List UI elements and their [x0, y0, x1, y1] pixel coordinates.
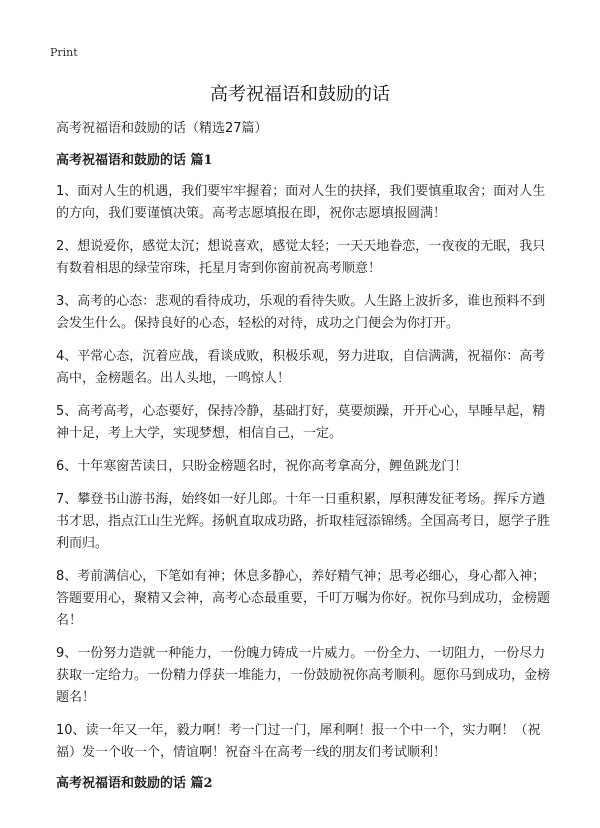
paragraph-9: 9、一份努力造就一种能力，一份魄力铸成一片威力。一份全力、一切阻力，一份尽力获取一定给力。一份精力俘获一堆能力，一份鼓励祝你高考顺利。愿你马到成功，金榜题名！ — [56, 646, 551, 705]
paragraph-8: 8、考前满信心，下笔如有神；休息多静心，养好精气神；思考必细心，身心都入神；答题要用心，聚精又会神，高考心态最重要，千叮万嘱为你好。祝你马到成功，金榜题名！ — [56, 569, 551, 628]
paragraph-1: 1、面对人生的机遇，我们要牢牢握着；面对人生的抉择，我们要慎重取舍；面对人生的方向，我们要谨慎决策。高考志愿填报在即，祝你志愿填报圆满！ — [56, 184, 546, 221]
print-link[interactable]: Print — [50, 46, 78, 59]
paragraph-4: 4、平常心态，沉着应战，看谈成败，积极乐观，努力进取，自信满满，祝福你：高考高中，金榜题名。出人头地，一鸣惊人！ — [56, 349, 546, 386]
paragraph-10: 10、读一年又一年，毅力啊！考一门过一门，犀利啊！报一个中一个，实力啊！（祝福）发一个收一个，情谊啊！祝奋斗在高考一线的朋友们考试顺利！ — [56, 723, 541, 760]
section-heading-1: 高考祝福语和鼓励的话 篇1 — [56, 153, 213, 168]
article-body — [56, 120, 556, 804]
paragraph-7: 7、攀登书山游书海，始终如一好儿郎。十年一日重积累，厚积薄发征考场。挥斥方遒书才思，指点江山生光辉。扬帆直取成功路，折取桂冠添锦绣。全国高考日，愿学子胜利而归。 — [56, 492, 551, 551]
paragraph-6: 6、十年寒窗苦读日，只盼金榜题名时，祝你高考拿高分，鲤鱼跳龙门！ — [56, 459, 468, 474]
paragraph-3: 3、高考的心态：悲观的看待成功，乐观的看待失败。人生路上波折多，谁也预料不到会发生什么。保持良好的心态，轻松的对待，成功之门便会为你打开。 — [56, 294, 546, 331]
paragraph-2: 2、想说爱你，感觉太沉；想说喜欢，感觉太轻；一天天地眷恋，一夜夜的无眠，我只有数着相思的绿莹帘珠，托星月寄到你窗前祝高考顺意！ — [56, 239, 546, 276]
page-title: 高考祝福语和鼓励的话 — [210, 84, 390, 105]
paragraph-5: 5、高考高考，心态要好，保持冷静，基础打好，莫要烦躁，开开心心，早睡早起，精神十足，考上大学，实现梦想，相信自己，一定。 — [56, 404, 546, 441]
section-heading-2: 高考祝福语和鼓励的话 篇2 — [56, 776, 213, 791]
article-subtitle: 高考祝福语和鼓励的话（精选27篇） — [56, 121, 268, 136]
